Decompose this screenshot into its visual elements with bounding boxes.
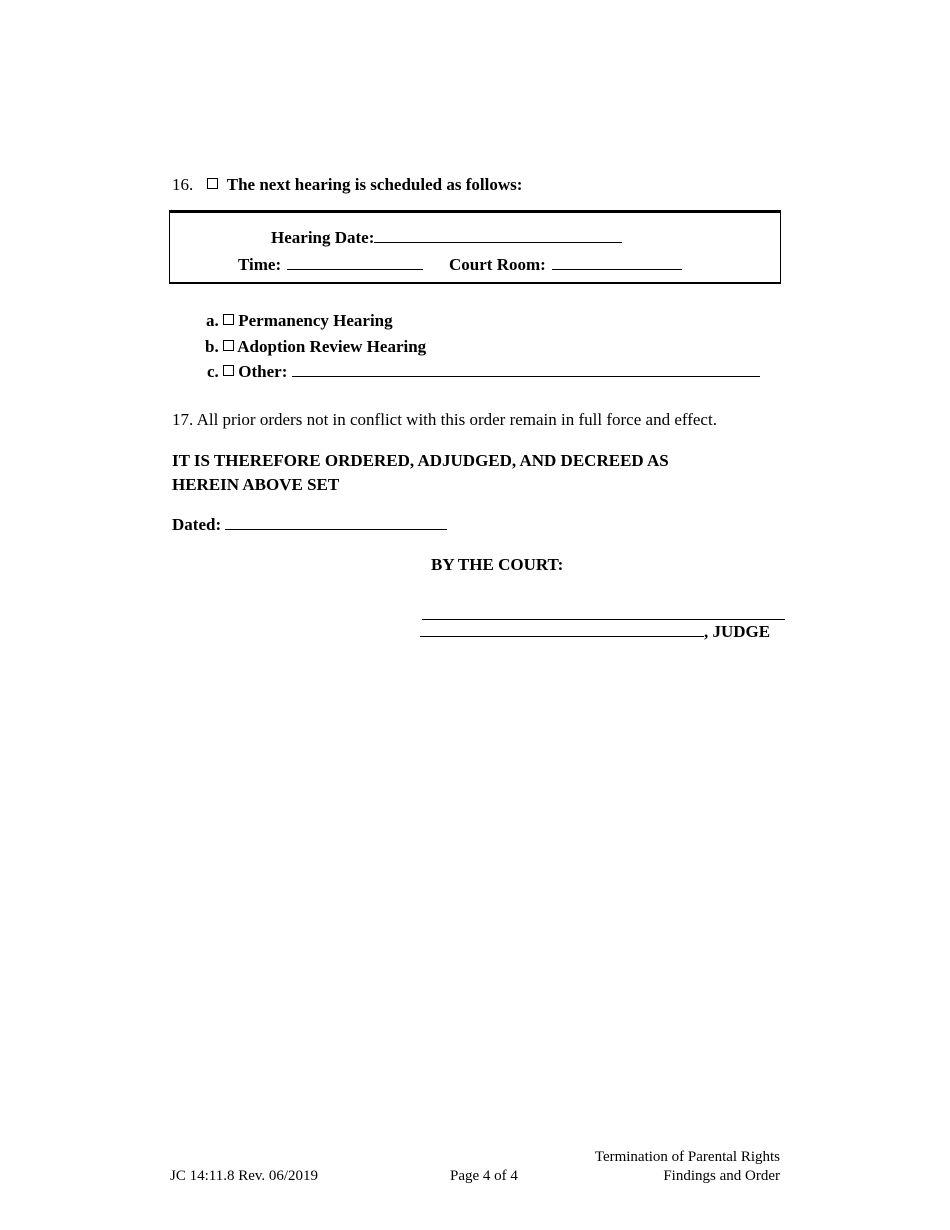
judge-name-row xyxy=(420,622,770,642)
footer-title-line-1: Termination of Parental Rights xyxy=(594,1149,780,1165)
hearing-type-a-letter: a. xyxy=(206,311,219,330)
hearing-type-a xyxy=(206,311,393,331)
hearing-type-b xyxy=(205,337,426,357)
other-hearing-field[interactable] xyxy=(292,362,760,377)
hearing-type-a-label: Permanency Hearing xyxy=(238,311,393,330)
hearing-type-b-letter: b. xyxy=(205,337,219,356)
by-the-court-label: BY THE COURT: xyxy=(431,555,564,574)
item-16-text: The next hearing is scheduled as follows: xyxy=(226,175,523,194)
footer-form-id: JC 14:11.8 Rev. 06/2019 xyxy=(170,1168,319,1184)
court-room-row xyxy=(449,255,682,275)
permanency-hearing-checkbox[interactable] xyxy=(223,314,234,325)
other-hearing-checkbox[interactable] xyxy=(223,365,234,376)
court-room-label: Court Room: xyxy=(449,255,546,274)
order-line-2: HEREIN ABOVE SET xyxy=(172,475,340,494)
item-16-heading xyxy=(172,175,522,195)
hearing-date-label: Hearing Date: xyxy=(271,228,375,247)
hearing-type-b-label: Adoption Review Hearing xyxy=(237,337,427,356)
court-room-field[interactable] xyxy=(552,255,682,270)
dated-field[interactable] xyxy=(225,515,447,530)
item-16-number: 16. xyxy=(172,175,194,194)
judge-suffix: , JUDGE xyxy=(704,622,771,641)
next-hearing-checkbox[interactable] xyxy=(207,178,218,189)
time-row xyxy=(238,255,423,275)
hearing-type-c-label: Other: xyxy=(238,362,288,381)
judge-signature-line[interactable] xyxy=(422,619,785,620)
hearing-date-row xyxy=(271,228,622,248)
hearing-type-c-letter: c. xyxy=(207,362,219,381)
footer-title-line-2: Findings and Order xyxy=(663,1168,780,1184)
item-17-number: 17. xyxy=(172,410,194,429)
item-17-text: All prior orders not in conflict with this order remain in full force and effect. xyxy=(196,410,717,429)
time-field[interactable] xyxy=(287,255,423,270)
dated-label: Dated: xyxy=(172,515,222,534)
adoption-review-hearing-checkbox[interactable] xyxy=(223,340,234,351)
hearing-type-c xyxy=(207,362,760,382)
hearing-date-field[interactable] xyxy=(374,228,622,243)
judge-name-field[interactable] xyxy=(420,622,704,637)
item-17 xyxy=(172,410,717,430)
footer-page-number: Page 4 of 4 xyxy=(450,1168,518,1184)
time-label: Time: xyxy=(238,255,282,274)
dated-row xyxy=(172,515,447,535)
order-line-1: IT IS THEREFORE ORDERED, ADJUDGED, AND DECREED AS xyxy=(172,451,669,470)
